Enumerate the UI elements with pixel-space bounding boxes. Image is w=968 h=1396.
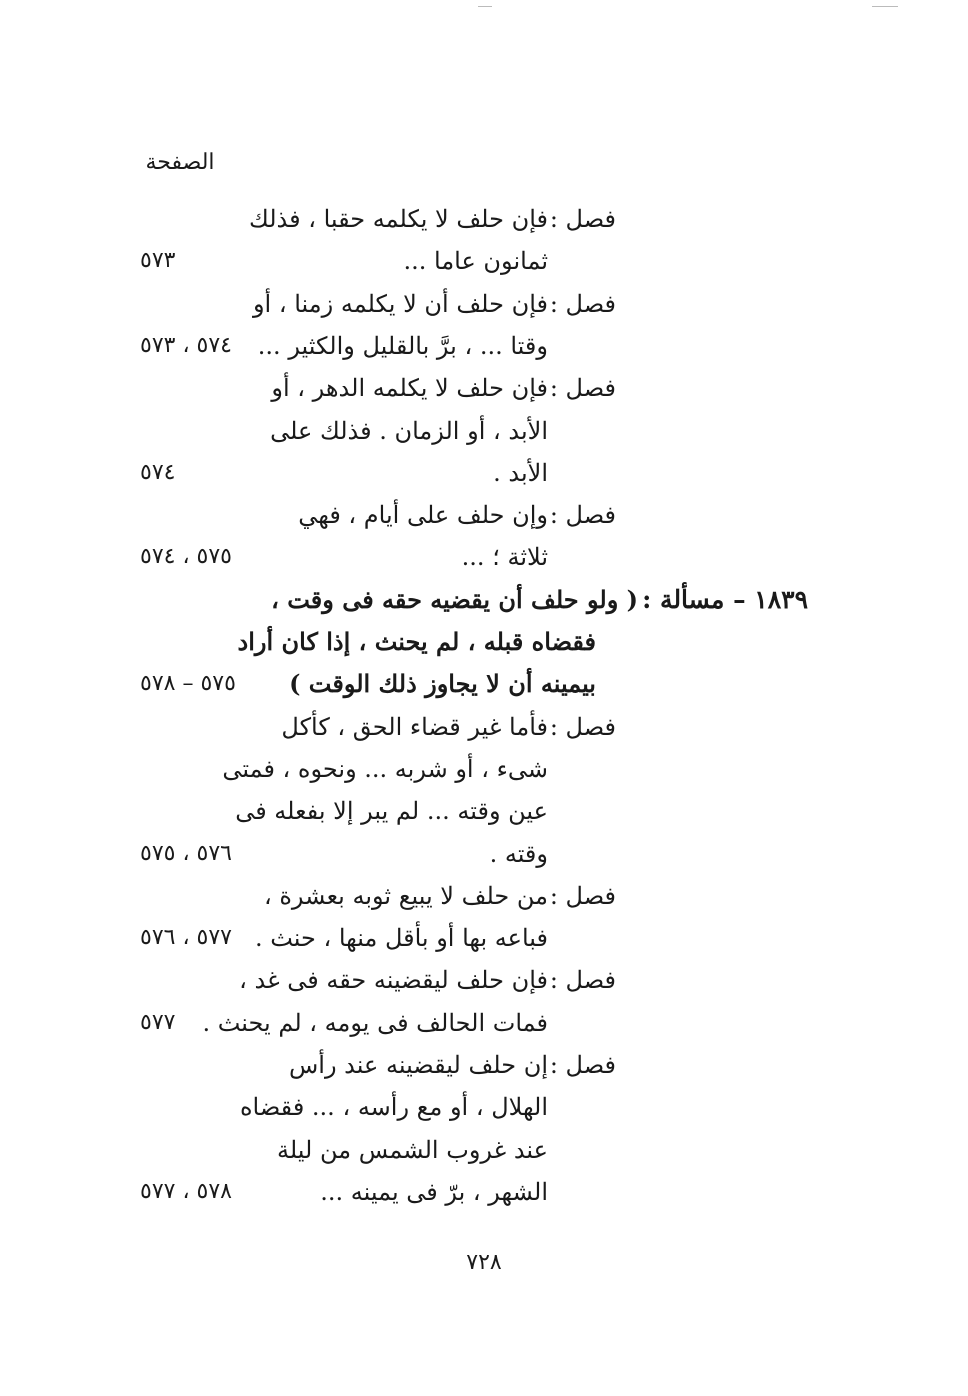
entry-text-line: عين وقته ... لم يبر إلا بفعله فى: [235, 797, 548, 826]
entry-label: فصل :: [549, 881, 616, 910]
entry-text-line: إن حلف ليقضينه عند رأس: [288, 1051, 548, 1079]
entry-label: فصل :: [549, 1051, 616, 1079]
entry-text-line: وقته .: [489, 839, 548, 868]
entry-page-refs: ٥٧٥ ، ٥٧٤: [140, 544, 232, 570]
entry-page-refs: ٥٧٥ – ٥٧٨: [140, 671, 236, 697]
entry-label: فصل :: [549, 712, 616, 741]
entry-text-line: الأبد .: [493, 458, 548, 487]
entry-page-refs: ٥٧٦ ، ٥٧٥: [140, 840, 232, 866]
entry-label: فصل :: [549, 205, 616, 233]
entry-text-line: فإن حلف لا يكلمه الدهر ، أو: [271, 374, 548, 403]
entry-text-line: فباعه بها أو بأقل منها ، حنث .: [254, 924, 548, 953]
entry-label: فصل :: [549, 289, 616, 318]
entry-text-line: الهلال ، أو مع رأسه ، ... فقضاه: [239, 1093, 548, 1122]
entry-page-refs: ٥٧٨ ، ٥٧٧: [140, 1178, 232, 1204]
entry-text-line: فإن حلف لا يكلمه حقبا ، فذلك: [248, 205, 548, 233]
entry-text-line: شىء ، أو شربه ... ونحوه ، فمتى: [222, 754, 548, 783]
entry-text-line: بيمينه أن لا يجاوز ذلك الوقت ): [289, 669, 596, 699]
entry-page-refs: ٥٧٤ ، ٥٧٣: [140, 332, 232, 358]
page-column-header: الصفحة: [145, 150, 215, 175]
entry-text-line: فإن حلف ليقضينه حقه فى غد ،: [239, 966, 548, 995]
entry-text-line: فإن حلف أن لا يكلمه زمنا ، أو: [252, 289, 548, 318]
entry-label: فصل :: [549, 501, 616, 530]
entry-text-line: فقضاه قبله ، لم يحنث ، إذا كان أراد: [237, 627, 596, 656]
entry-text-line: ثمانون عاما ...: [403, 247, 548, 276]
page-number: ٧٢٨: [466, 1250, 502, 1275]
entry-page-refs: ٥٧٧: [140, 1009, 176, 1035]
entry-text-line: ( ولو حلف أن يقضيه حقه فى وقت ،: [271, 584, 638, 614]
entry-page-refs: ٥٧٣: [140, 248, 176, 274]
entry-text-line: الشهر ، برّ فى يمينه ...: [320, 1177, 548, 1206]
masala-number: ١٨٣٩ – مسألة :: [642, 584, 808, 614]
entry-page-refs: ٥٧٧ ، ٥٧٦: [140, 925, 232, 951]
entry-text-line: فمات الحالف فى يومه ، لم يحنث .: [202, 1008, 548, 1037]
entry-text-line: الأبد ، أو الزمان . فذلك على: [270, 416, 548, 445]
entry-page-refs: ٥٧٤: [140, 459, 176, 485]
entry-label: فصل :: [549, 966, 616, 995]
entry-text-line: من حلف لا يبيع ثوبه بعشرة ،: [263, 881, 548, 910]
entry-text-line: ثلاثة ؛ ...: [461, 543, 548, 572]
entry-text-line: عند غروب الشمس من ليلة: [276, 1135, 548, 1164]
entry-text-line: وإن حلف على أيام ، فهي: [298, 501, 548, 530]
entry-text-line: وقتا ... ، برَّ بالقليل والكثير ...: [257, 331, 548, 360]
entry-text-line: فأما غير قضاء الحق ، كأكل: [281, 712, 548, 741]
entry-label: فصل :: [549, 374, 616, 403]
